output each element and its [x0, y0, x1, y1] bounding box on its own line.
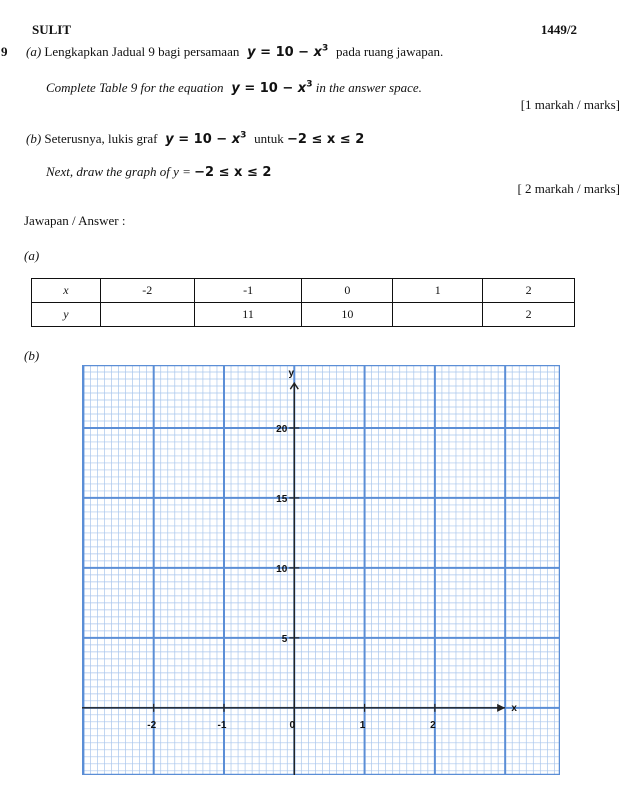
header-right: 1449/2: [540, 22, 577, 37]
part-b-label: (b): [26, 131, 42, 146]
x-tick-label: -1: [217, 719, 227, 731]
answer-part-a-label: (a): [24, 248, 40, 263]
x-axis-label: x: [511, 702, 517, 714]
equation: $y = 10 - x^3$: [165, 130, 247, 147]
part-a-ms-before: Lengkapkan Jadual 9 bagi persamaan: [44, 44, 240, 59]
part-b-ms-mid: untuk: [254, 131, 284, 146]
part-a-english: [46, 80, 422, 96]
part-a-en-before: Complete Table 9 for the equation: [46, 80, 224, 95]
part-b-malay: [26, 131, 364, 147]
x-value-cell: -2: [100, 279, 194, 303]
question-number: 9: [1, 44, 8, 59]
y-axis-label: y: [288, 368, 295, 380]
y-tick-label: 10: [276, 563, 288, 575]
row-y-label: y: [32, 303, 101, 327]
x-tick-label: 1: [359, 719, 366, 731]
x-axis-arrow-icon: [497, 704, 505, 712]
inequality: −2 ≤ x ≤ 2: [287, 132, 365, 147]
answer-table: [31, 278, 575, 327]
x-value-cell: -1: [194, 279, 302, 303]
table-row-y: [32, 303, 575, 327]
y-tick-label: 20: [276, 423, 288, 435]
x-value-cell: 2: [483, 279, 575, 303]
answer-part-b-label: (b): [24, 348, 40, 363]
inequality: −2 ≤ x ≤ 2: [194, 165, 272, 180]
x-tick-label: -2: [147, 719, 157, 731]
part-a-marks: [1 markah / marks]: [520, 97, 620, 112]
y-value-cell[interactable]: 2: [483, 303, 575, 327]
part-a-label: (a): [26, 44, 42, 59]
table-row-x: [32, 279, 575, 303]
y-value-cell[interactable]: 10: [302, 303, 393, 327]
part-a-en-after: in the answer space.: [315, 80, 422, 95]
y-value-cell[interactable]: 11: [194, 303, 302, 327]
equation: $y = 10 - x^3$: [231, 79, 313, 96]
x-value-cell: 1: [393, 279, 483, 303]
x-value-cell: 0: [302, 279, 393, 303]
y-value-cell[interactable]: [100, 303, 194, 327]
part-a-malay: [26, 44, 443, 60]
x-tick-label: 2: [430, 719, 436, 731]
x-tick-label: 0: [289, 719, 296, 731]
part-b-english: [46, 164, 271, 180]
header-left: SULIT: [32, 22, 72, 37]
part-b-en-before: Next, draw the graph of y =: [46, 164, 191, 179]
part-b-marks: [ 2 markah / marks]: [517, 181, 620, 196]
y-tick-label: 15: [276, 493, 288, 505]
y-tick-label: 5: [281, 633, 288, 645]
part-a-ms-after: pada ruang jawapan.: [336, 44, 444, 59]
graph-paper[interactable]: [82, 365, 560, 775]
part-b-ms-before: Seterusnya, lukis graf: [44, 131, 158, 146]
y-value-cell[interactable]: [393, 303, 483, 327]
answer-heading: Jawapan / Answer :: [24, 213, 126, 228]
equation: $y = 10 - x^3$: [247, 43, 329, 60]
row-x-label: x: [32, 279, 101, 303]
